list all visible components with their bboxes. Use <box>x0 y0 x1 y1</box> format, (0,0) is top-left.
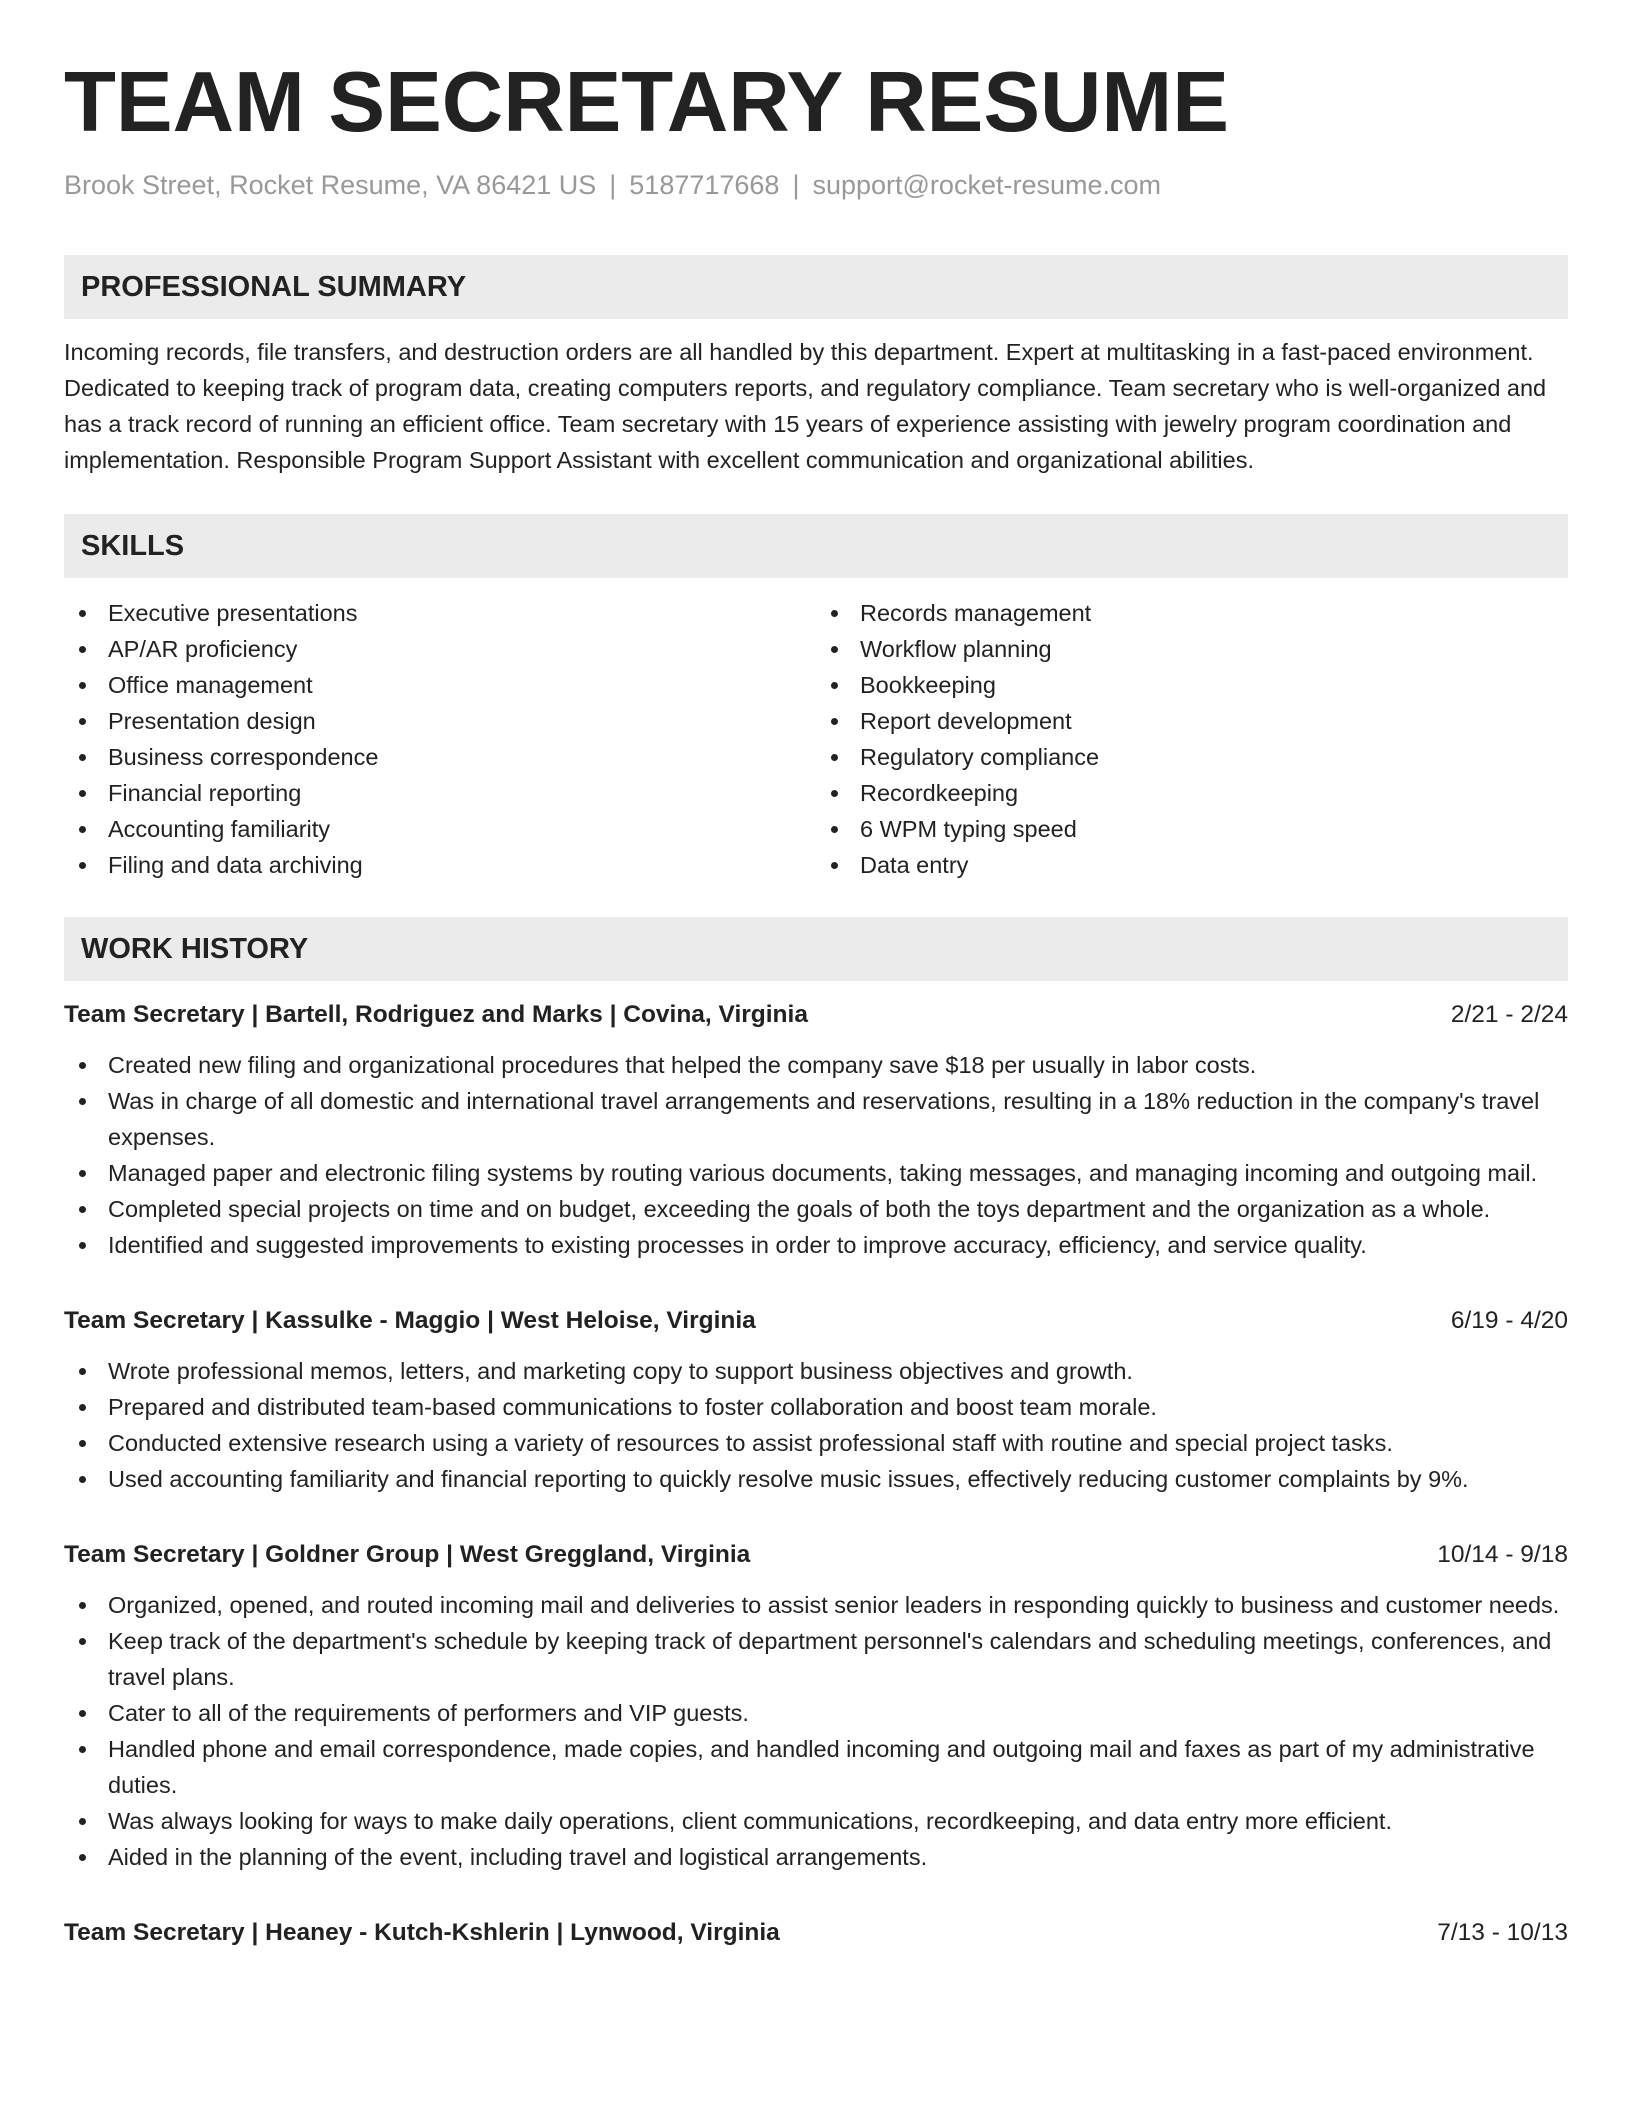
job-bullet: Cater to all of the requirements of performers and VIP guests. <box>64 1695 1568 1731</box>
job-bullet: Keep track of the department's schedule by keeping track of department personnel's calendars and scheduling meetings, conferences, and travel plans. <box>64 1623 1568 1695</box>
work-history-heading: WORK HISTORY <box>64 917 1568 981</box>
skill-item: Regulatory compliance <box>816 739 1568 775</box>
job-bullet: Created new filing and organizational procedures that helped the company save $18 per usually in labor costs. <box>64 1047 1568 1083</box>
job-bullet: Organized, opened, and routed incoming mail and deliveries to assist senior leaders in responding quickly to business and customer needs. <box>64 1587 1568 1623</box>
job-bullet: Prepared and distributed team-based communications to foster collaboration and boost team morale. <box>64 1389 1568 1425</box>
contact-separator: | <box>609 170 617 200</box>
skills-grid <box>64 595 1568 883</box>
job-bullet: Used accounting familiarity and financial reporting to quickly resolve music issues, effectively reducing customer complaints by 9%. <box>64 1461 1568 1497</box>
skill-item: Office management <box>64 667 816 703</box>
skill-item: Financial reporting <box>64 775 816 811</box>
resume-title: TEAM SECRETARY RESUME <box>64 55 1229 150</box>
contact-email: support@rocket-resume.com <box>812 170 1161 200</box>
skill-item: 6 WPM typing speed <box>816 811 1568 847</box>
job-dates: 6/19 - 4/20 <box>1450 1307 1568 1335</box>
job-dates: 2/21 - 2/24 <box>1450 1001 1568 1029</box>
contact-line <box>64 168 1568 203</box>
job-bullet: Handled phone and email correspondence, made copies, and handled incoming and outgoing mail and faxes as part of my administrative duties. <box>64 1731 1568 1803</box>
contact-separator: | <box>792 170 800 200</box>
skill-item: AP/AR proficiency <box>64 631 816 667</box>
job-header <box>64 1303 1568 1339</box>
skill-item: Accounting familiarity <box>64 811 816 847</box>
skills-heading: SKILLS <box>64 514 1568 578</box>
job-bullet: Conducted extensive research using a variety of resources to assist professional staff with routine and special project tasks. <box>64 1425 1568 1461</box>
job-title: Team Secretary | Bartell, Rodriguez and Marks | Covina, Virginia <box>64 1001 808 1029</box>
summary-heading: PROFESSIONAL SUMMARY <box>64 255 1568 319</box>
job-entry <box>64 997 1568 1263</box>
skill-item: Bookkeeping <box>816 667 1568 703</box>
skill-item: Presentation design <box>64 703 816 739</box>
skill-item: Data entry <box>816 847 1568 883</box>
job-bullet: Aided in the planning of the event, including travel and logistical arrangements. <box>64 1839 1568 1875</box>
job-entry <box>64 1537 1568 1875</box>
job-bullet: Completed special projects on time and on budget, exceeding the goals of both the toys department and the organization as a whole. <box>64 1191 1568 1227</box>
skill-item: Records management <box>816 595 1568 631</box>
job-dates: 10/14 - 9/18 <box>1437 1541 1568 1569</box>
skill-item: Report development <box>816 703 1568 739</box>
job-header <box>64 997 1568 1033</box>
summary-text: Incoming records, file transfers, and destruction orders are all handled by this department. Expert at multitasking in a fast-paced environment. Dedicated to keeping track of program data, creating computers reports, and regulatory compliance. Team secretary who is well-organized and has a track record of running an efficient office. Team secretary with 15 years of experience assisting with jewelry program coordination and implementation. Responsible Program Support Assistant with excellent communication and organizational abilities. <box>64 339 1547 474</box>
job-bullet: Wrote professional memos, letters, and marketing copy to support business objectives and growth. <box>64 1353 1568 1389</box>
skills-column-left <box>64 595 816 883</box>
contact-address: Brook Street, Rocket Resume, VA 86421 US <box>64 170 597 200</box>
contact-phone: 5187717668 <box>629 170 780 200</box>
job-bullets <box>64 1587 1568 1875</box>
job-header <box>64 1915 1568 1951</box>
skills-column-right <box>816 595 1568 883</box>
skill-item: Business correspondence <box>64 739 816 775</box>
job-bullet: Managed paper and electronic filing systems by routing various documents, taking messages, and managing incoming and outgoing mail. <box>64 1155 1568 1191</box>
job-entry <box>64 1915 1568 1951</box>
work-history-list <box>64 997 1568 1951</box>
skill-item: Workflow planning <box>816 631 1568 667</box>
job-dates: 7/13 - 10/13 <box>1437 1919 1568 1947</box>
job-title: Team Secretary | Goldner Group | West Greggland, Virginia <box>64 1541 751 1569</box>
skill-item: Recordkeeping <box>816 775 1568 811</box>
job-title: Team Secretary | Kassulke - Maggio | West Heloise, Virginia <box>64 1307 756 1335</box>
job-entry <box>64 1303 1568 1497</box>
job-bullets <box>64 1353 1568 1497</box>
job-bullet: Was always looking for ways to make daily operations, client communications, recordkeeping, and data entry more efficient. <box>64 1803 1568 1839</box>
skill-item: Executive presentations <box>64 595 816 631</box>
job-bullets <box>64 1047 1568 1263</box>
job-bullet: Was in charge of all domestic and international travel arrangements and reservations, resulting in a 18% reduction in the company's travel expenses. <box>64 1083 1568 1155</box>
skill-item: Filing and data archiving <box>64 847 816 883</box>
job-bullet: Identified and suggested improvements to existing processes in order to improve accuracy, efficiency, and service quality. <box>64 1227 1568 1263</box>
job-header <box>64 1537 1568 1573</box>
job-title: Team Secretary | Heaney - Kutch-Kshlerin | Lynwood, Virginia <box>64 1919 780 1947</box>
